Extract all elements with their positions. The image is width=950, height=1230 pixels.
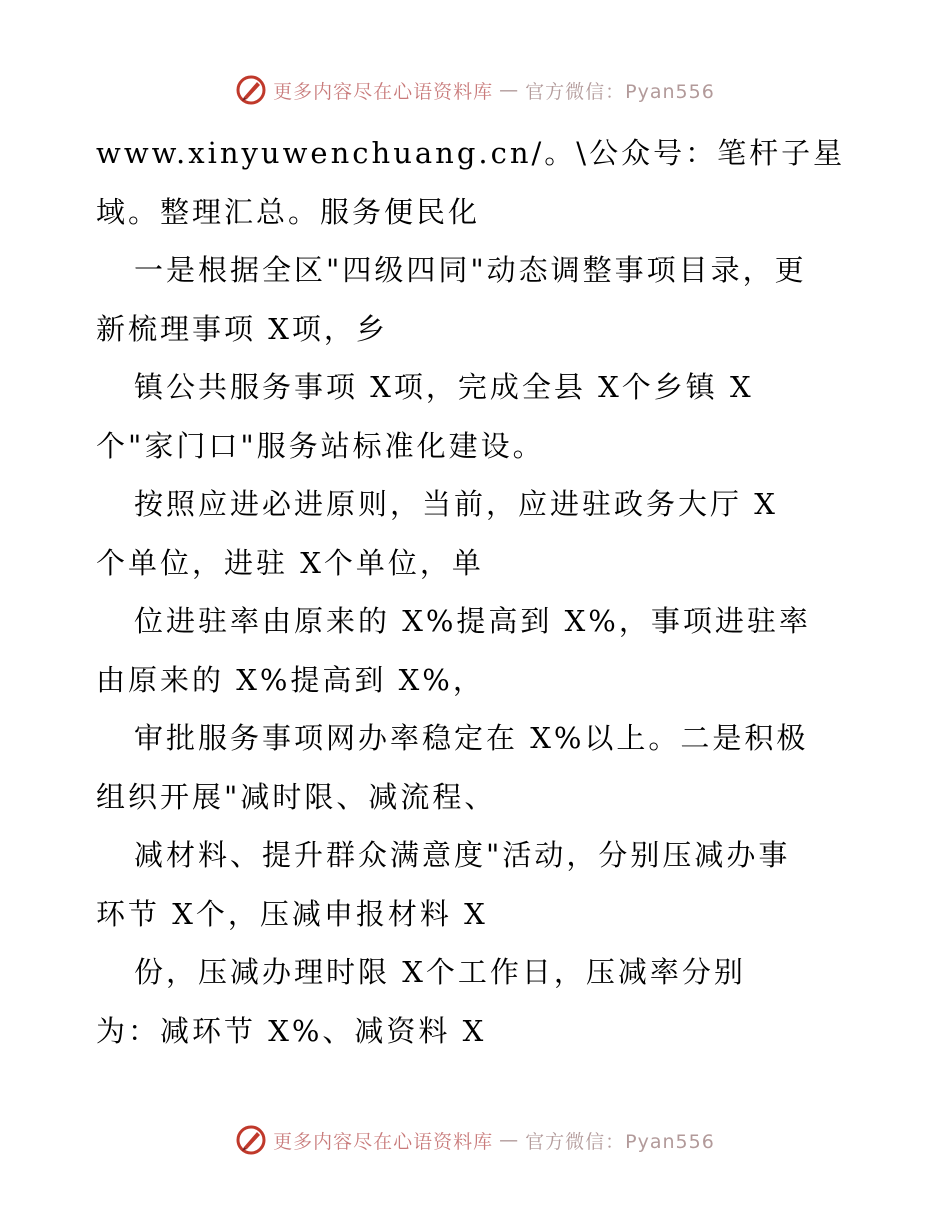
text-line: 镇公共服务事项 X项，完成全县 X个乡镇 X xyxy=(134,370,754,404)
text-line: 由原来的 X%提高到 X%， xyxy=(96,662,485,697)
text-line: 份，压减办理时限 X个工作日，压减率分别 xyxy=(134,955,746,989)
text-line: 域。整理汇总。服务便民化 xyxy=(96,194,481,229)
text-line: 审批服务事项网办率稳定在 X%以上。二是积极 xyxy=(134,721,809,755)
text-line: www.xinyuwenchuang.cn/。\公众号：笔杆子星 xyxy=(96,136,846,170)
header-watermark xyxy=(0,74,950,106)
document-body xyxy=(96,124,876,1060)
text-line: 按照应进必进原则，当前，应进驻政务大厅 X xyxy=(134,487,778,521)
text-line: 个单位，进驻 X个单位，单 xyxy=(96,545,484,580)
text-line: 新梳理事项 X项，乡 xyxy=(96,311,388,346)
watermark-wechat: 官方微信：Pyan556 xyxy=(525,1130,715,1153)
text-line: 减材料、提升群众满意度"活动，分别压减办事 xyxy=(134,838,791,872)
text-line: 组织开展"减时限、减流程、 xyxy=(96,779,497,814)
text-line: 为：减环节 X%、减资料 X xyxy=(96,1013,487,1048)
watermark-wechat: 官方微信：Pyan556 xyxy=(525,80,715,103)
text-line: 个"家门口"服务站标准化建设。 xyxy=(96,428,545,463)
watermark-brand: 更多内容尽在心语资料库 xyxy=(273,1130,494,1153)
text-line: 位进驻率由原来的 X%提高到 X%，事项进驻率 xyxy=(134,604,811,638)
watermark-brand: 更多内容尽在心语资料库 xyxy=(273,80,494,103)
pen-circle-icon xyxy=(235,74,267,106)
text-line: 一是根据全区"四级四同"动态调整事项目录，更 xyxy=(134,253,807,287)
watermark-separator: — xyxy=(499,79,520,101)
text-line: 环节 X个，压减申报材料 X xyxy=(96,896,488,931)
footer-watermark xyxy=(0,1124,950,1156)
pen-circle-icon xyxy=(235,1124,267,1156)
watermark-separator: — xyxy=(499,1129,520,1151)
